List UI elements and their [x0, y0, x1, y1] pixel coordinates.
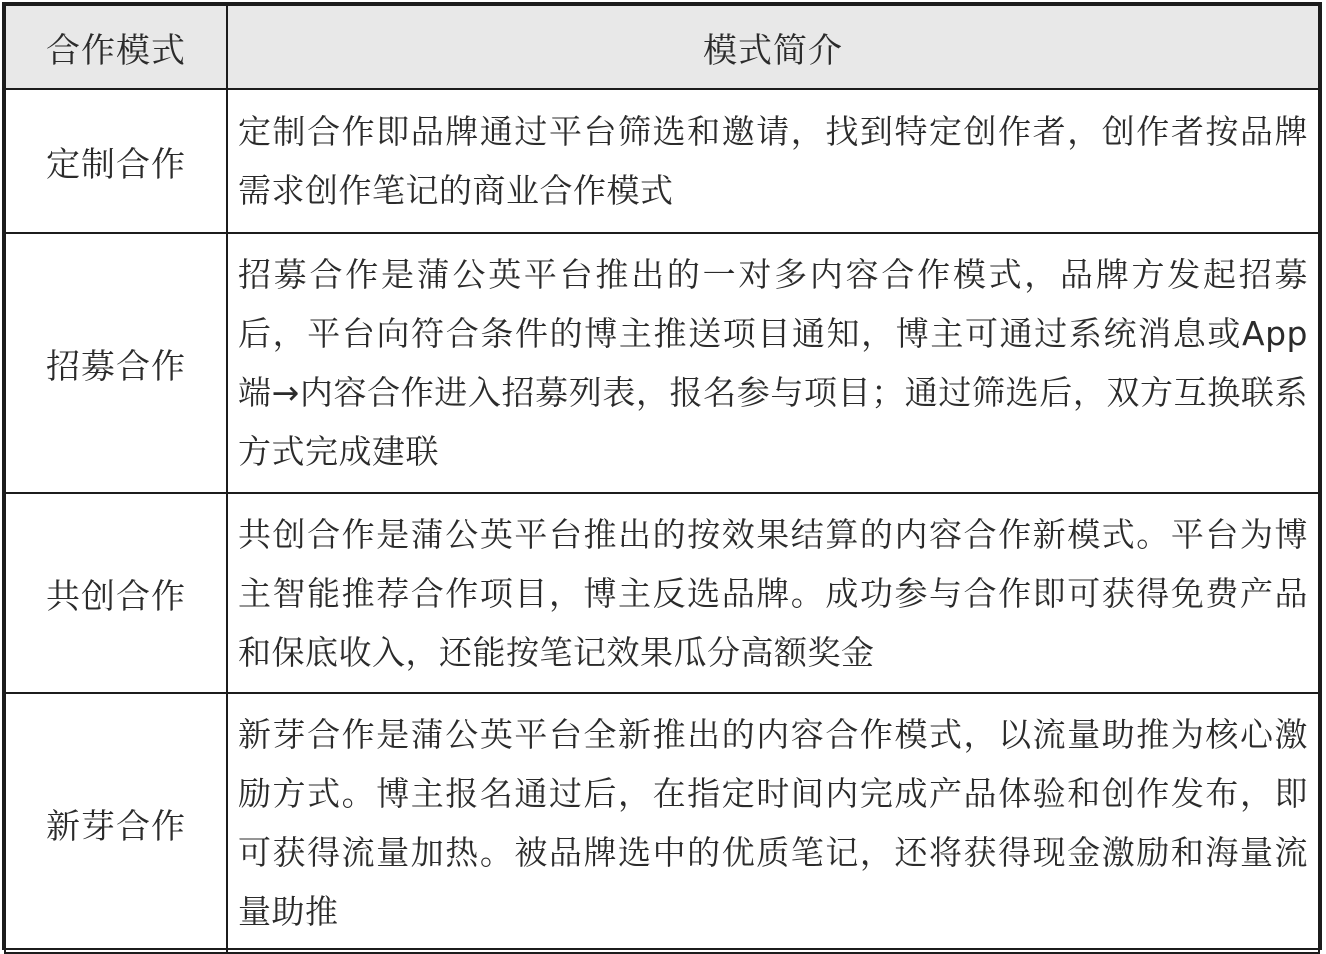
mode-cell: 定制合作 — [5, 89, 227, 233]
header-description: 模式简介 — [227, 5, 1319, 89]
description-cell: 定制合作即品牌通过平台筛选和邀请，找到特定创作者，创作者按品牌需求创作笔记的商业合作模式 — [227, 89, 1319, 233]
table-row — [5, 693, 1319, 953]
table-row — [5, 233, 1319, 493]
description-cell: 共创合作是蒲公英平台推出的按效果结算的内容合作新模式。平台为博主智能推荐合作项目，博主反选品牌。成功参与合作即可获得免费产品和保底收入，还能按笔记效果瓜分高额奖金 — [227, 493, 1319, 693]
cooperation-modes-table — [4, 4, 1320, 954]
table-row — [5, 89, 1319, 233]
header-mode: 合作模式 — [5, 5, 227, 89]
table-row — [5, 493, 1319, 693]
mode-cell: 招募合作 — [5, 233, 227, 493]
cooperation-modes-table-container — [2, 2, 1322, 950]
table-header-row — [5, 5, 1319, 89]
mode-cell: 共创合作 — [5, 493, 227, 693]
description-cell: 招募合作是蒲公英平台推出的一对多内容合作模式，品牌方发起招募后，平台向符合条件的博主推送项目通知，博主可通过系统消息或App端→内容合作进入招募列表，报名参与项目；通过筛选后，双方互换联系方式完成建联 — [227, 233, 1319, 493]
mode-cell: 新芽合作 — [5, 693, 227, 953]
description-cell: 新芽合作是蒲公英平台全新推出的内容合作模式，以流量助推为核心激励方式。博主报名通过后，在指定时间内完成产品体验和创作发布，即可获得流量加热。被品牌选中的优质笔记，还将获得现金激励和海量流量助推 — [227, 693, 1319, 953]
